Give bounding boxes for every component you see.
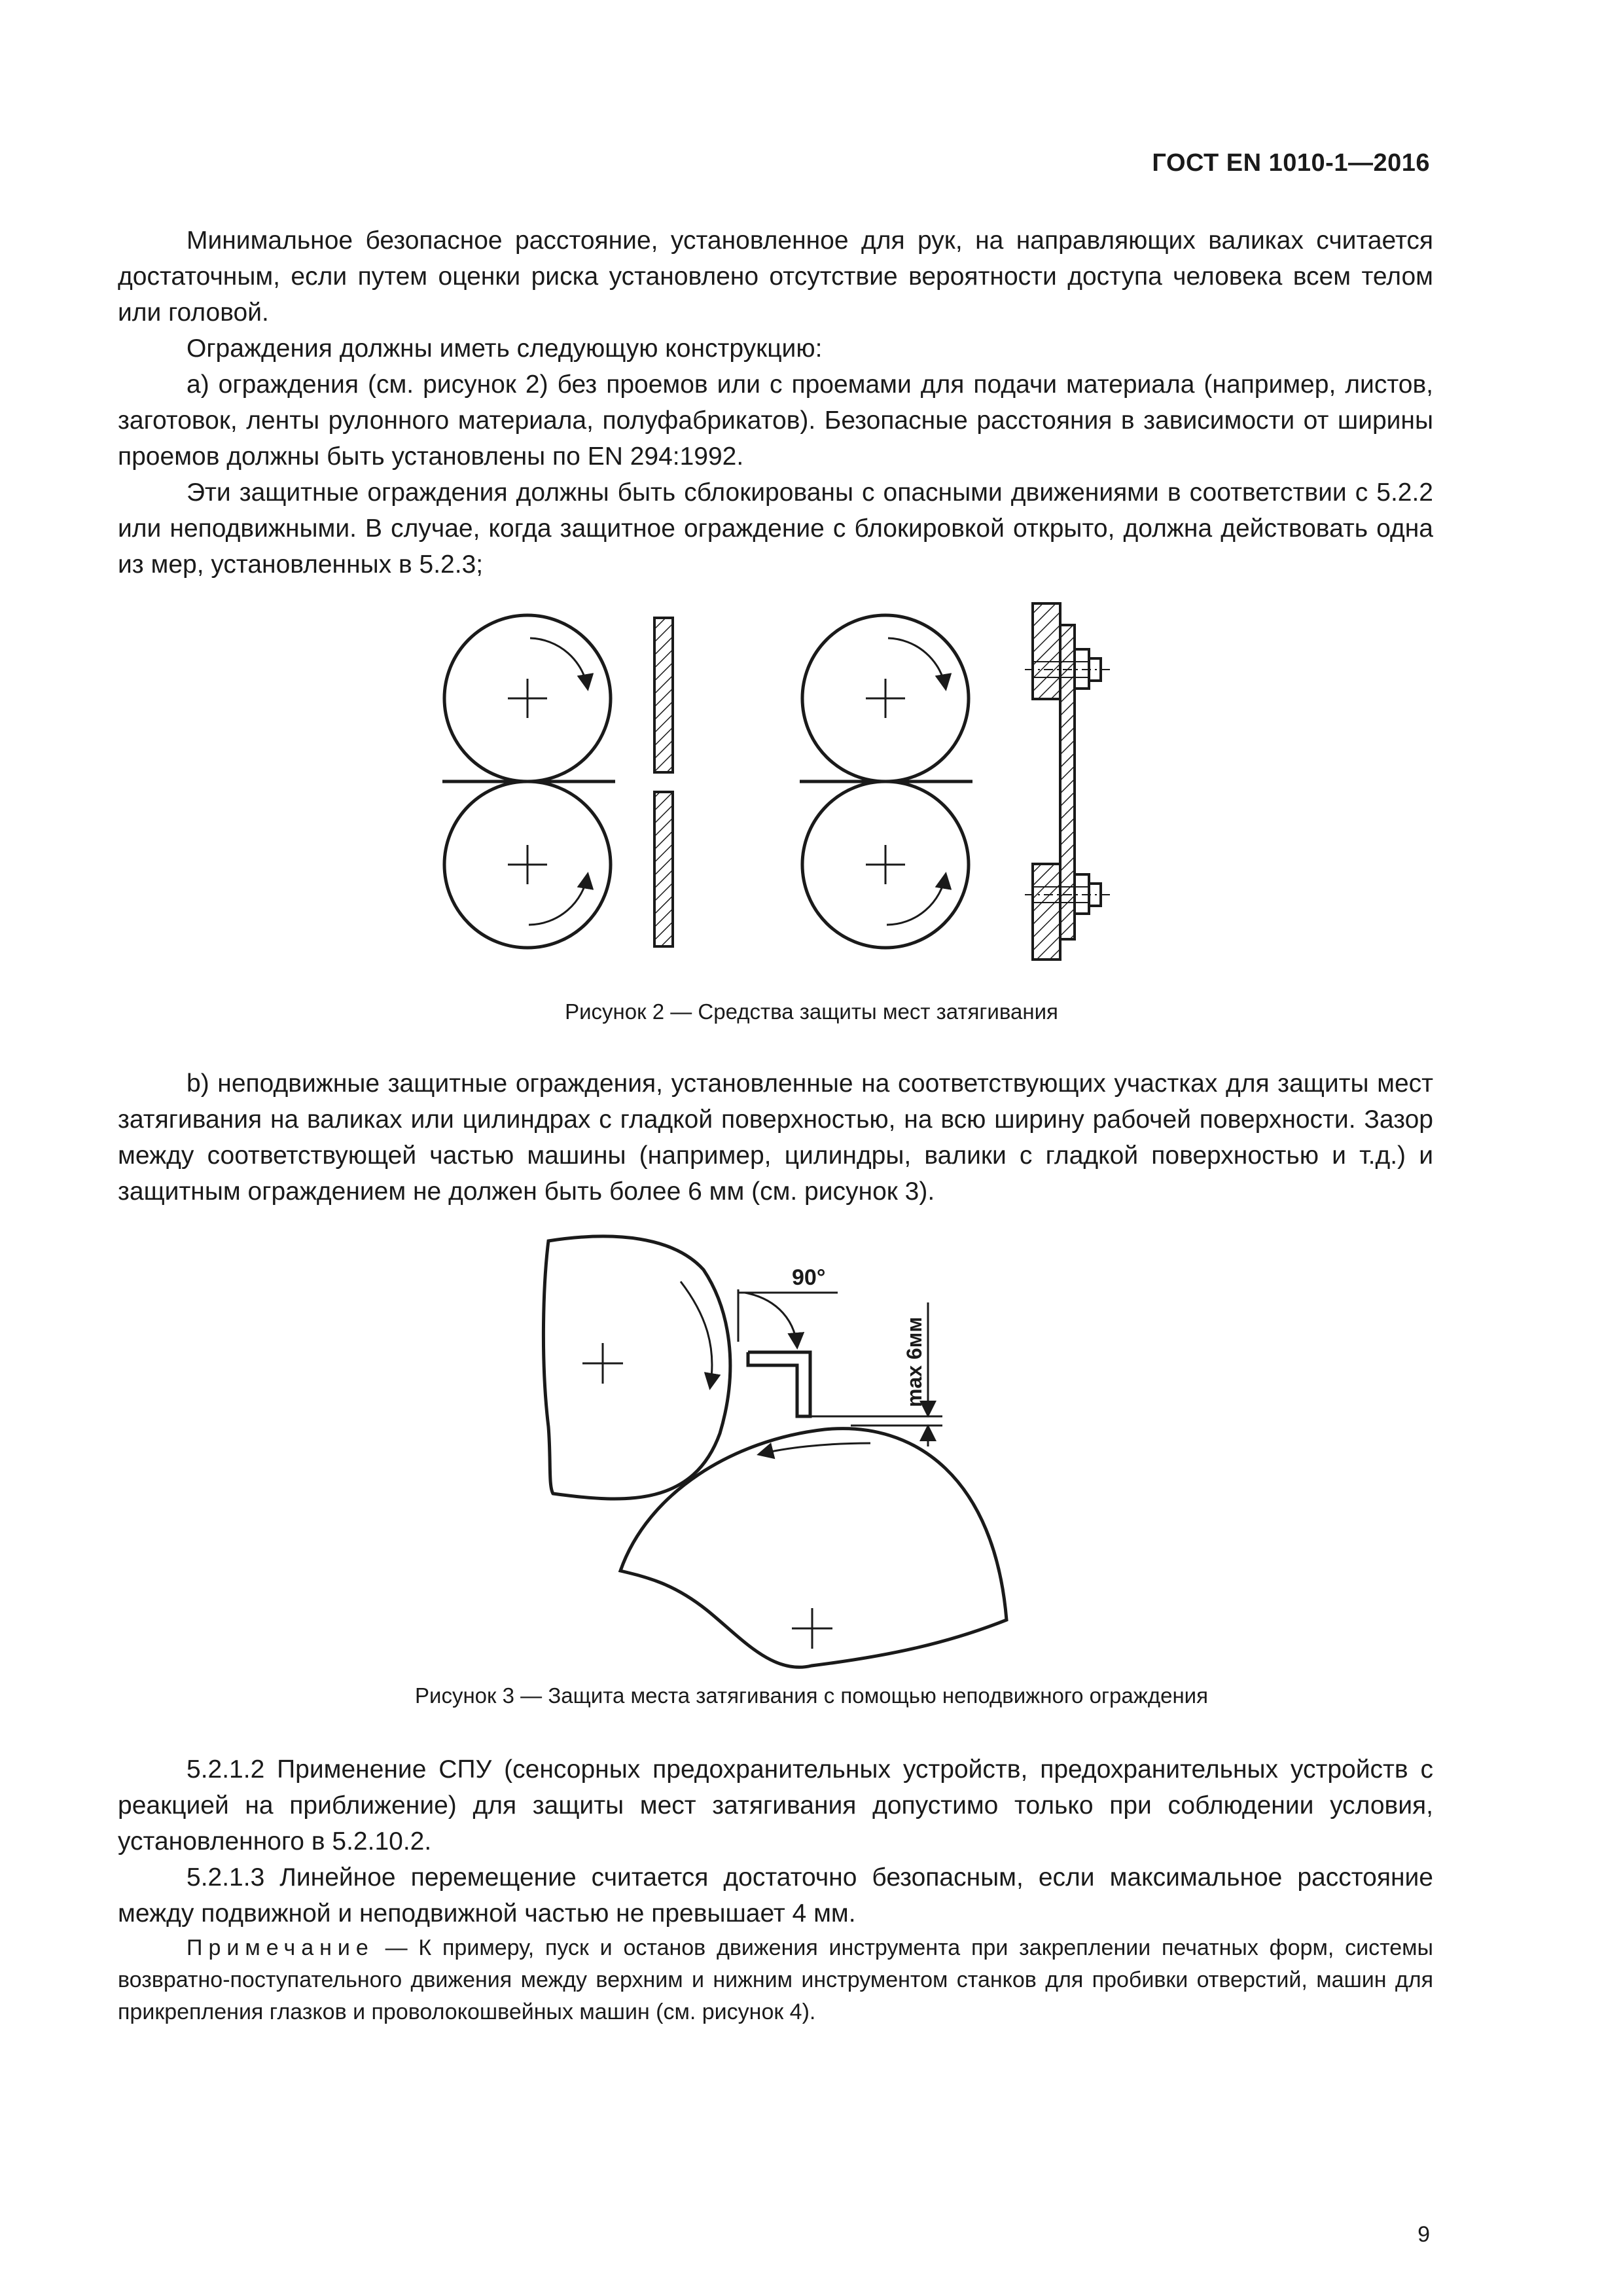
guard-plate-lower (654, 792, 673, 946)
roller-pair-left (442, 615, 615, 948)
angle-label: 90° (792, 1265, 826, 1290)
rotation-arrow (759, 1443, 870, 1454)
document-code: ГОСТ EN 1010-1—2016 (1152, 149, 1430, 177)
page-number: 9 (1418, 2222, 1430, 2247)
paragraph: a) ограждения (см. рисунок 2) без проемов или с проемами для подачи материала (например, листов, заготовок, ленты рулонного материала, полуфабрикатов). Безопасные расстояния в зависимости от ширины проемов должны быть установлены по EN 294:1992. (118, 370, 1433, 471)
paragraph: Минимальное безопасное расстояние, установленное для рук, на направляющих валиках считается достаточным, если путем оценки риска установлено отсутствие вероятности доступа человека всем телом или головой. (118, 226, 1433, 327)
figure-3-caption: Рисунок 3 — Защита места затягивания с помощью неподвижного ограждения (415, 1683, 1208, 1708)
roller-pair-right (800, 615, 972, 948)
note-label: Примечание (187, 1935, 374, 1960)
rotation-arrow (888, 638, 946, 689)
rotation-arrow (681, 1282, 712, 1388)
paragraph: b) неподвижные защитные ограждения, установленные на соответствующих участках для защиты мест затягивания на валиках или цилиндрах с гладкой поверхностью, на всю ширину рабочей поверхности. Зазор между соответствующей частью машины (например, цилиндры, валики с гладкой поверхностью и т.д.) и защитным ограждением не должен быть более 6 мм (см. рисунок 3). (118, 1069, 1433, 1206)
bracket-upper (1033, 603, 1060, 699)
paragraph: 5.2.1.3 Линейное перемещение считается достаточно безопасным, если максимальное расстояние между подвижной и неподвижной частью не превышает 4 мм. (118, 1863, 1433, 1928)
paragraph: 5.2.1.2 Применение СПУ (сенсорных предохранительных устройств, предохранительных устройств с реакцией на приближение) для защиты мест затягивания допустимо только при соблюдении условия, установленного в 5.2.10.2. (118, 1755, 1433, 1856)
paragraph: Эти защитные ограждения должны быть сблокированы с опасными движениями в соответствии с 5.2.2 или неподвижными. В случае, когда защитное ограждение с блокировкой открыто, должна действовать одна из мер, установленных в 5.2.3; (118, 478, 1433, 579)
note-text: — К примеру, пуск и останов движения инструмента при закреплении печатных форм, системы возвратно-поступательного движения между верхним и нижним инструментом станков для пробивки отверстий, машин для прикрепления глазков и проволокошвейных машин (см. рисунок 4). (118, 1935, 1433, 2024)
gap-label: max 6мм (902, 1316, 926, 1407)
figure-2-caption: Рисунок 2 — Средства защиты мест затягивания (565, 999, 1058, 1024)
guard-plate-upper (654, 618, 673, 772)
lower-roller-body (620, 1429, 1007, 1668)
section-text (118, 1751, 1433, 1931)
bracket-lower (1033, 864, 1060, 960)
note-block (118, 1932, 1433, 2028)
note-paragraph (118, 1932, 1433, 2028)
paragraph-b-block (118, 1066, 1433, 1210)
bolted-guard (1025, 603, 1114, 960)
guard-plate (1060, 625, 1075, 939)
rotation-arrow (529, 874, 588, 925)
angle-arc (745, 1293, 797, 1347)
figure-3-drawing (543, 1236, 1007, 1667)
paragraph: Ограждения должны иметь следующую конструкцию: (187, 334, 823, 363)
rotation-arrow (887, 874, 946, 925)
upper-roller-body (543, 1236, 730, 1499)
fixed-guard (748, 1352, 810, 1416)
rotation-arrow (530, 638, 588, 689)
